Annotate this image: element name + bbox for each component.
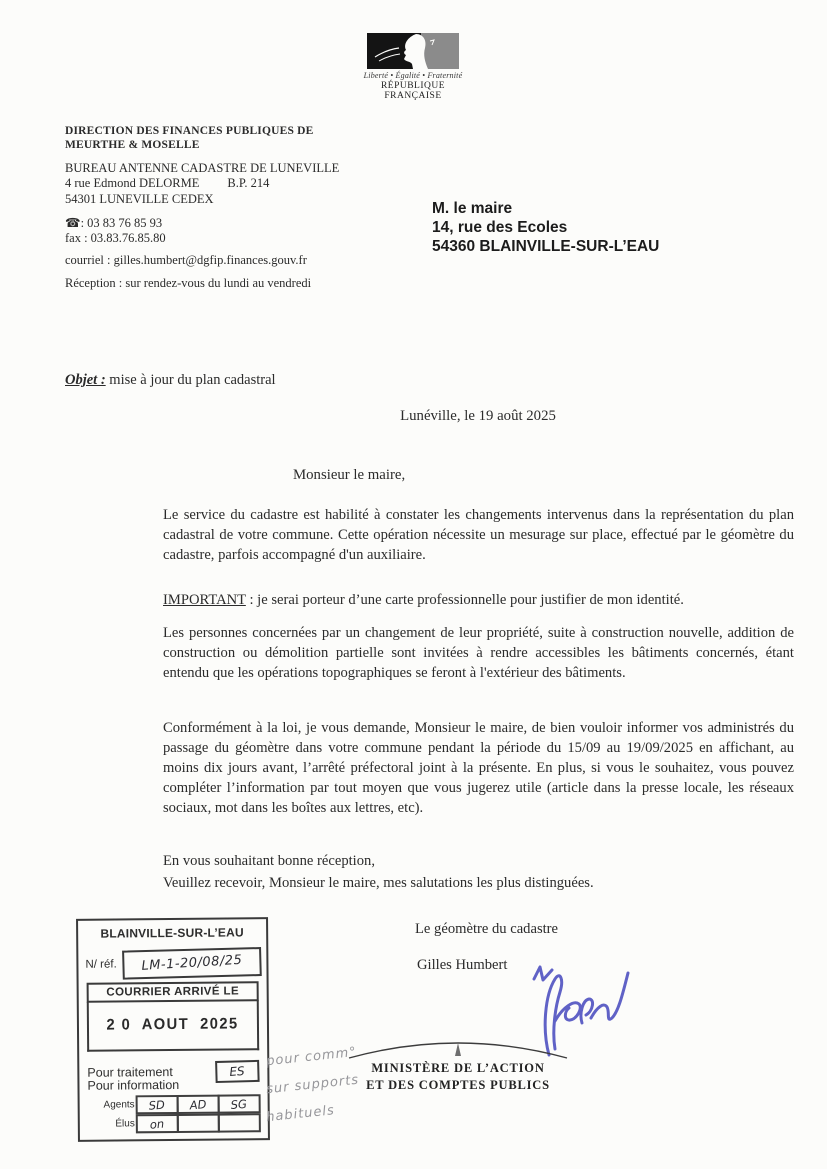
recipient-name: M. le maire: [432, 200, 513, 217]
sender-bp: B.P. 214: [227, 176, 270, 191]
sender-org-line1: DIRECTION DES FINANCES PUBLIQUES DE: [65, 125, 314, 137]
sender-city: 54301 LUNEVILLE CEDEX: [65, 191, 214, 206]
sender-phone-line: [65, 216, 435, 231]
ministry-line-2: ET DES COMPTES PUBLICS: [366, 1078, 550, 1092]
logo-republic: RÉPUBLIQUE FRANÇAISE: [380, 81, 446, 101]
stamp-agents-cell-2: [177, 1095, 220, 1114]
sender-reception: Réception : sur rendez-vous du lundi au vendredi: [65, 275, 312, 290]
phone-icon: ☎: [65, 215, 81, 230]
stamp-elus-cell-2: [177, 1114, 220, 1133]
date-line: Lunéville, le 19 août 2025: [400, 408, 556, 424]
paragraph-2: Les personnes concernées par un changement de leur propriété, suite à construction nouvelle, addition de construction ou démolition partielle sont invitées à rendre accessibles les bâtiments concernés, étant entendu que les opérations topographiques se feront à l'extérieur des bâtiments.: [163, 625, 794, 681]
republique-francaise-logo: [358, 33, 468, 101]
stamp-ref-label: N/ réf.: [85, 957, 117, 971]
pencil-note-line-1: pour comm°: [265, 1044, 358, 1070]
paragraph-3: Conformément à la loi, je vous demande, Monsieur le maire, de bien vouloir informer vos administrés du passage du géomètre dans votre commune pendant la période du 15/09 au 19/09/2025 en affichant, au moins dix jours avant, l’arrêté préfectoral joint à la présente. En plus, si vous le souhaitez, vous pouvez compléter l’information par tout moyen que vous jugerez utile (article dans la presse locale, les réseaux sociaux, mot dans les boîtes aux lettres, etc).: [163, 720, 794, 816]
ministry-line-1: MINISTÈRE DE L’ACTION: [371, 1061, 545, 1075]
stamp-agents-value-3: SG: [230, 1096, 248, 1112]
marianne-flag-icon: [367, 33, 459, 69]
stamp-elus-cell-3: [218, 1113, 261, 1132]
stamp-ref-box: [122, 947, 261, 980]
logo-motto: Liberté • Égalité • Fraternité: [363, 71, 463, 80]
salutation: Monsieur le maire,: [293, 467, 406, 483]
stamp-agents-value-1: SD: [148, 1097, 166, 1113]
stamp-agents-cell-1: [136, 1095, 179, 1114]
sender-phone: : 03 83 76 85 93: [80, 215, 163, 230]
sender-fax: fax : 03.83.76.85.80: [65, 231, 166, 246]
stamp-arrival-label: COURRIER ARRIVÉ LE: [87, 981, 259, 1003]
important-label: IMPORTANT: [163, 592, 246, 608]
stamp-information-label: Pour information: [87, 1077, 180, 1093]
subject-label: Objet :: [65, 372, 106, 388]
paragraph-important: [163, 590, 794, 610]
sender-org-line2: MEURTHE & MOSELLE: [65, 139, 200, 152]
stamp-commune: BLAINVILLE-SUR-L’EAU: [100, 925, 244, 941]
sender-bureau: BUREAU ANTENNE CADASTRE DE LUNEVILLE: [65, 161, 340, 176]
stamp-elus-value-1: on: [149, 1116, 166, 1132]
stamp-routing-grid: [100, 1094, 261, 1133]
stamp-ref-value: LM-1-20/08/25: [141, 952, 243, 974]
signer-title: Le géomètre du cadastre: [415, 921, 559, 937]
pencil-note-line-2: sur supports: [265, 1072, 360, 1098]
arrival-stamp: [76, 917, 270, 1142]
closing-block: [163, 850, 594, 894]
stamp-treatment-value: ES: [229, 1063, 246, 1080]
stamp-ref-row: [85, 948, 261, 979]
stamp-agents-cell-3: [218, 1094, 261, 1113]
recipient-street: 14, rue des Ecoles: [432, 219, 568, 236]
stamp-elus-cell-1: [136, 1114, 179, 1133]
stamp-agents-label: Agents: [103, 1099, 135, 1111]
pencil-note-line-3: habituels: [265, 1103, 336, 1126]
ministry-footer: [345, 1036, 571, 1094]
recipient-city: 54360 BLAINVILLE-SUR-L’EAU: [432, 238, 660, 255]
signer-name: Gilles Humbert: [417, 957, 508, 973]
subject-line: [65, 372, 276, 389]
stamp-treatment-box: [215, 1060, 260, 1083]
important-text: : je serai porteur d’une carte professionnelle pour justifier de mon identité.: [245, 592, 684, 608]
stamp-elus-label: Élus: [115, 1118, 135, 1130]
sender-street-line: [65, 176, 435, 191]
sender-email: courriel : gilles.humbert@dgfip.finances.gouv.fr: [65, 253, 307, 268]
sender-block: [65, 124, 435, 291]
stamp-agents-value-2: AD: [189, 1096, 208, 1112]
stamp-treatment-label: Pour traitement: [87, 1065, 173, 1080]
closing-line-1: En vous souhaitant bonne réception,: [163, 853, 375, 869]
closing-line-2: Veuillez recevoir, Monsieur le maire, mes salutations les plus distinguées.: [163, 875, 594, 891]
stamp-date-box: [87, 1000, 259, 1051]
sender-street: 4 rue Edmond DELORME: [65, 176, 200, 191]
ministry-arc-emblem-icon: [345, 1036, 571, 1060]
recipient-block: [432, 199, 659, 256]
stamp-arrival-date: 2 0 AOUT 2025: [106, 1015, 240, 1034]
subject-text: mise à jour du plan cadastral: [109, 372, 276, 388]
paragraph-1: Le service du cadastre est habilité à constater les changements intervenus dans la représentation du plan cadastral de votre commune. Cette opération nécessite un mesurage sur place, effectué par le géomètre du cadastre, parfois accompagné d'un auxiliaire.: [163, 507, 794, 563]
